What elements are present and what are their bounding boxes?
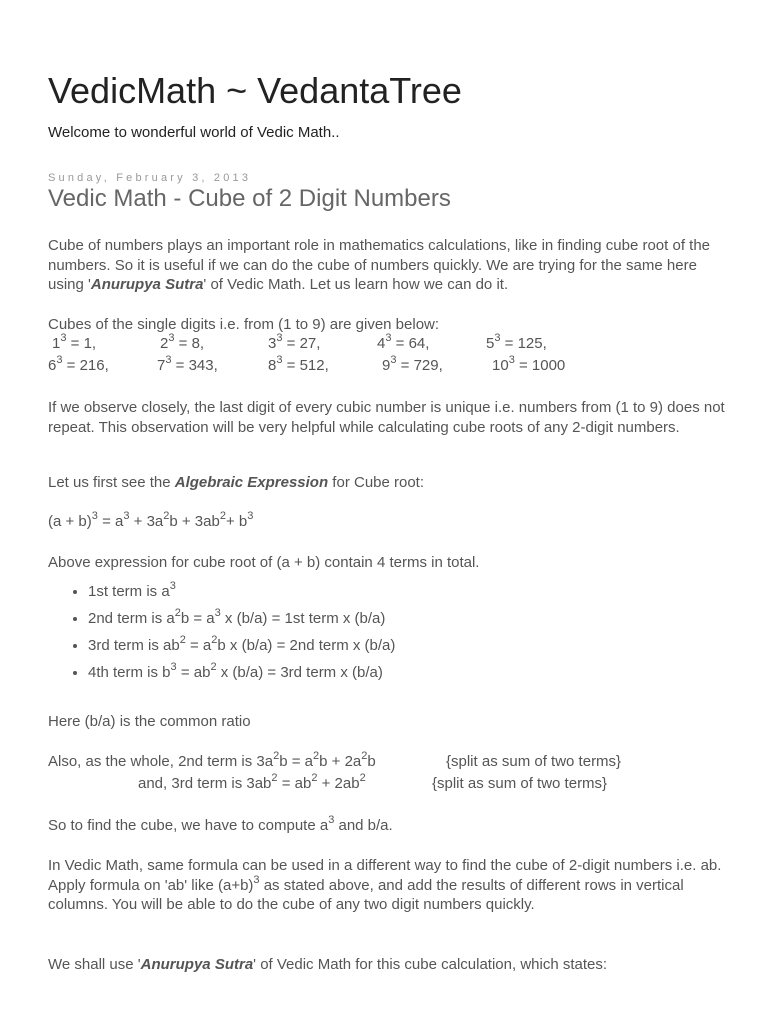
cube-item: $6^3 = 216$,	[48, 354, 109, 374]
intro-text-end: ' of Vedic Math. Let us learn how we can do it.	[203, 276, 509, 293]
list-item: • 4th term is $b^3 = ab^2$ x (b/a) = 3rd term x (b/a)	[88, 659, 395, 686]
cube-item: $2^3 = 8$,	[160, 332, 205, 352]
cube-expression: $(a + b)^3 = a^3 + 3a^2b + 3ab^2+ b^3$	[48, 510, 254, 530]
post-title[interactable]: Vedic Math - Cube of 2 Digit Numbers	[48, 185, 451, 212]
list-item: • 1st term is $a^3$	[88, 578, 395, 605]
observe-paragraph: If we observe closely, the last digit of every cubic number is unique i.e. numbers from (1 to 9) does not repeat. This observation will be very helpful while calculating cube roots of any 2-digit numbers.	[48, 399, 725, 436]
cubes-intro: Cubes of the single digits i.e. from (1 to 9) are given below:	[48, 316, 440, 333]
compute-line: So to find the cube, we have to compute $a^3$ and b/a.	[48, 814, 393, 834]
cube-item: $8^3 = 512$,	[268, 354, 329, 374]
blog-description: Welcome to wonderful world of Vedic Math..	[48, 124, 340, 141]
list-item: • 3rd term is $ab^2 = a^2b$ x (b/a) = 2nd term x (b/a)	[88, 632, 395, 659]
cube-item: $4^3 = 64$,	[377, 332, 430, 352]
whole-line-2: and, 3rd term is $3ab^2 = ab^2 + 2ab^2$	[138, 772, 366, 792]
intro-paragraph	[48, 236, 728, 295]
blog-title[interactable]: VedicMath ~ VedantaTree	[48, 70, 462, 111]
terms-intro: Above expression for cube root of (a + b) contain 4 terms in total.	[48, 554, 480, 571]
intro-text: Cube of numbers plays an important role in mathematics calculations, like in finding cube root of the numbers. So it is useful if we can do the cube of numbers quickly. We are trying for the same here using '	[48, 237, 711, 293]
vedic-paragraph: In Vedic Math, same formula can be used in a different way to find the cube of 2-digit numbers i.e. ab. Apply formula on 'ab' like $(a+b)^3$ as stated above, and add the results of different rows in vertical columns. You will be able to do the cube of any two digit numbers quickly.	[48, 857, 722, 913]
whole-line-1: Also, as the whole, 2nd term is $3a^2b = a^2b + 2a^2b$	[48, 750, 376, 770]
cube-item: $1^3 = 1$,	[52, 332, 97, 352]
split-note-2: {split as sum of two terms}	[432, 775, 608, 792]
cube-item: $7^3 = 343$,	[157, 354, 218, 374]
cube-item: $3^3 = 27$,	[268, 332, 321, 352]
shall-paragraph: We shall use 'Anurupya Sutra' of Vedic Math for this cube calculation, which states:	[48, 956, 608, 973]
algebraic-bold: Algebraic Expression	[174, 474, 329, 491]
cube-item: $9^3 = 729$,	[382, 354, 443, 374]
intro-sutra: Anurupya Sutra	[90, 276, 204, 293]
split-note-1: {split as sum of two terms}	[446, 753, 622, 770]
shall-sutra: Anurupya Sutra	[140, 956, 254, 973]
cube-item: $10^3 = 1000$	[492, 354, 566, 374]
terms-list	[48, 578, 395, 686]
cube-item: $5^3 = 125$,	[486, 332, 547, 352]
algebraic-intro: Let us first see the Algebraic Expression for Cube root:	[48, 474, 425, 491]
list-item: • 2nd term is $a^2b = a^3$ x (b/a) = 1st term x (b/a)	[88, 605, 395, 632]
post-date: Sunday, February 3, 2013	[48, 172, 252, 184]
common-ratio: Here (b/a) is the common ratio	[48, 713, 251, 730]
